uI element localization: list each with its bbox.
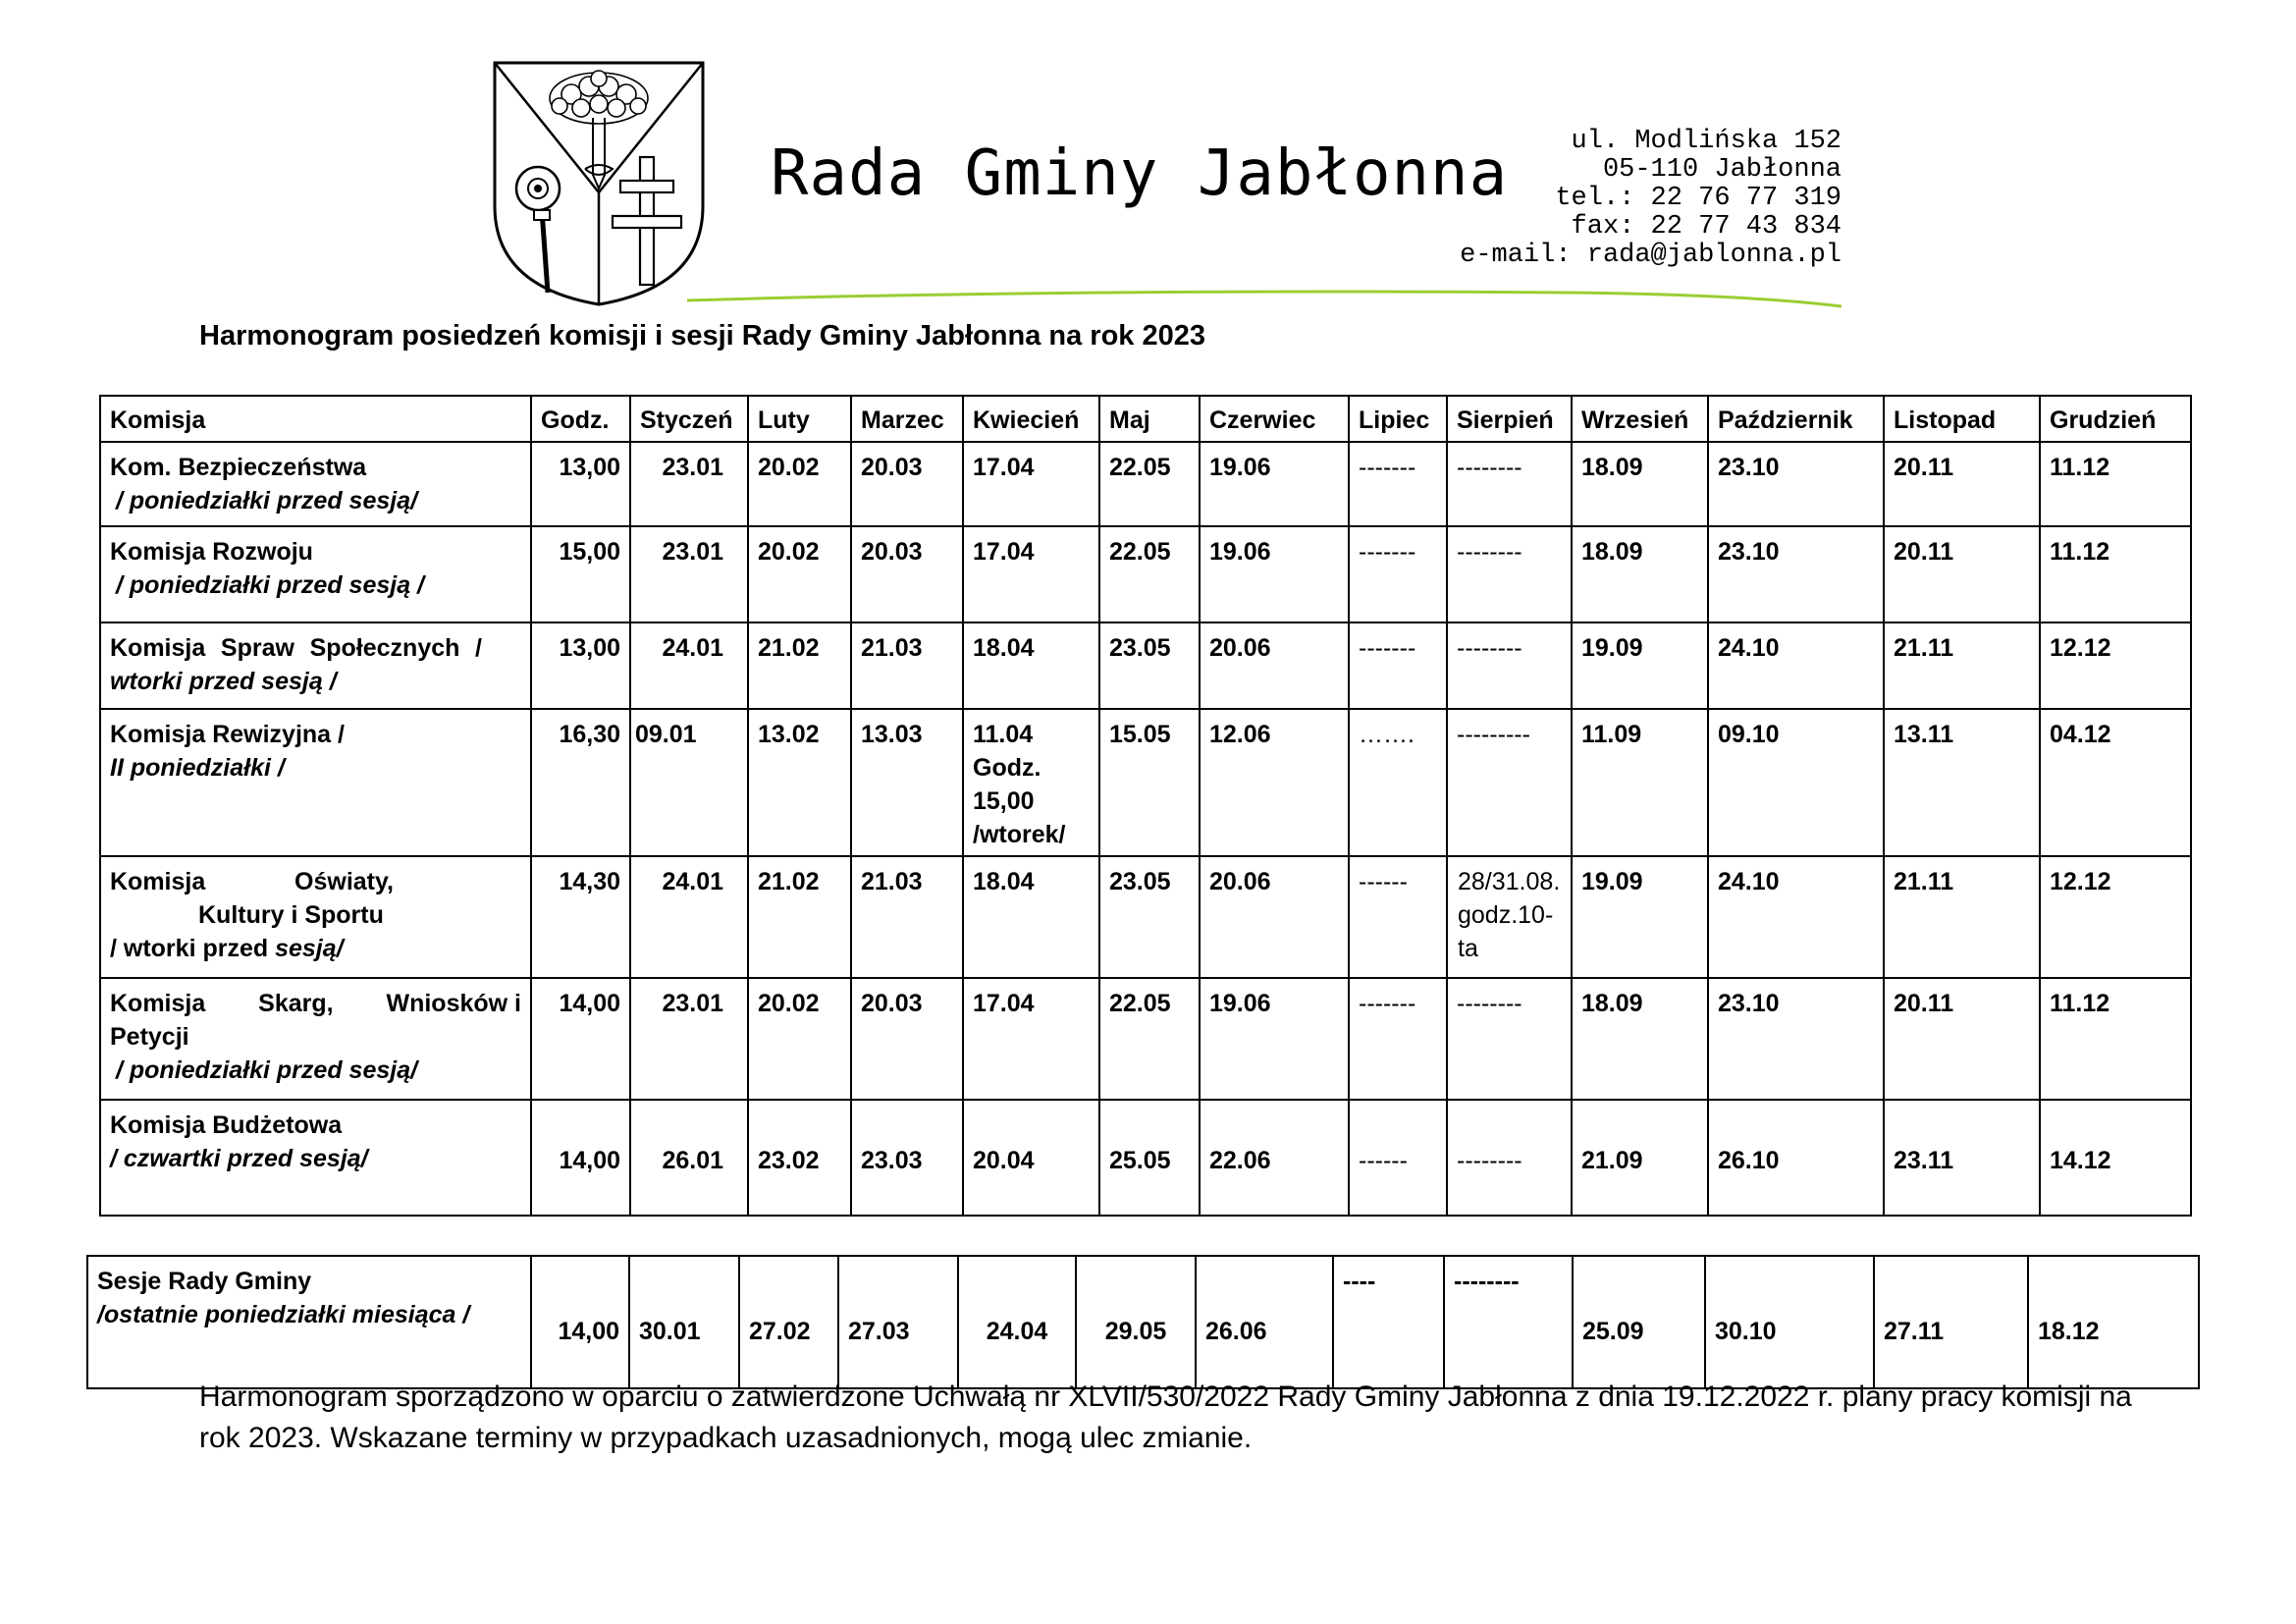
- committee-name-word: /: [475, 634, 482, 662]
- header-cell: Czerwiec: [1200, 396, 1349, 442]
- committee-subtitle: / poniedziałki przed sesją/: [116, 1056, 418, 1084]
- date-cell: -------: [1349, 442, 1447, 526]
- committee-name: Kom. Bezpieczeństwa: [110, 454, 367, 481]
- date-cell: --------: [1447, 978, 1572, 1100]
- date-cell: 23.10: [1708, 526, 1884, 623]
- contact-address: [1460, 128, 1842, 270]
- address-email[interactable]: e-mail: rada@jablonna.pl: [1460, 241, 1842, 270]
- date-cell: 20.06: [1200, 856, 1349, 978]
- date-cell: 18.09: [1572, 526, 1708, 623]
- address-postal: 05-110 Jabłonna: [1602, 155, 1842, 185]
- date-cell: 21.03: [851, 623, 963, 709]
- committee-name: Komisja Rewizyjna /: [110, 721, 345, 748]
- date-cell: 24.04: [958, 1256, 1076, 1388]
- date-cell: --------: [1444, 1256, 1573, 1388]
- hour-cell: 14,00: [531, 1256, 629, 1388]
- hour-cell: 14,00: [531, 978, 630, 1100]
- date-cell: 28/31.08. godz.10-ta: [1447, 856, 1572, 978]
- table-row: [100, 526, 2191, 623]
- committee-name-cell: [100, 1100, 531, 1216]
- header-cell: Październik: [1708, 396, 1884, 442]
- date-cell: 27.03: [838, 1256, 958, 1388]
- header-cell: Styczeń: [630, 396, 748, 442]
- date-cell: --------: [1447, 1100, 1572, 1216]
- date-cell: 23.02: [748, 1100, 851, 1216]
- date-cell: …….: [1349, 709, 1447, 856]
- date-cell: -------: [1349, 623, 1447, 709]
- committee-name-word: Społecznych: [309, 634, 460, 662]
- date-cell: 20.02: [748, 526, 851, 623]
- date-cell: 21.02: [748, 623, 851, 709]
- date-cell: [963, 709, 1099, 856]
- date-cell: 11.12: [2040, 526, 2191, 623]
- date-cell: 17.04: [963, 526, 1099, 623]
- hour-cell: 13,00: [531, 623, 630, 709]
- date-cell: 12.12: [2040, 623, 2191, 709]
- header-cell: Godz.: [531, 396, 630, 442]
- date-cell: 24.10: [1708, 623, 1884, 709]
- session-name-cell: [87, 1256, 531, 1388]
- header-cell: Komisja: [100, 396, 531, 442]
- committee-name-continued: Kultury i Sportu: [198, 901, 384, 929]
- date-cell: 23.01: [630, 442, 748, 526]
- table-row: [100, 978, 2191, 1100]
- date-cell: 11.12: [2040, 442, 2191, 526]
- date-cell: 24.10: [1708, 856, 1884, 978]
- date-cell: 20.03: [851, 442, 963, 526]
- date-cell: 13.11: [1884, 709, 2040, 856]
- table-header-row: [100, 396, 2191, 442]
- date-cell: 19.06: [1200, 442, 1349, 526]
- hour-cell: 13,00: [531, 442, 630, 526]
- committee-name-word: Komisja: [110, 868, 206, 895]
- header-cell: Lipiec: [1349, 396, 1447, 442]
- header-cell: Listopad: [1884, 396, 2040, 442]
- date-cell: 17.04: [963, 442, 1099, 526]
- date-cell: 18.04: [963, 623, 1099, 709]
- date-cell: 23.01: [630, 978, 748, 1100]
- date-cell: 09.10: [1708, 709, 1884, 856]
- date-cell: 21.11: [1884, 623, 2040, 709]
- date-cell: 04.12: [2040, 709, 2191, 856]
- date-cell: ------: [1349, 856, 1447, 978]
- address-street: ul. Modlińska 152: [1571, 127, 1842, 156]
- date-cell: 26.10: [1708, 1100, 1884, 1216]
- date-cell: 21.02: [748, 856, 851, 978]
- date-cell: 23.10: [1708, 978, 1884, 1100]
- committee-subtitle: / czwartki przed sesją/: [110, 1145, 368, 1172]
- subtitle-text: / wtorki przed: [110, 935, 276, 962]
- header-cell: Wrzesień: [1572, 396, 1708, 442]
- organization-name: Rada Gminy Jabłonna: [771, 137, 1509, 210]
- date-cell: 23.03: [851, 1100, 963, 1216]
- header-cell: Marzec: [851, 396, 963, 442]
- committee-subtitle: wtorki przed sesją /: [110, 668, 337, 695]
- address-phone: tel.: 22 76 77 319: [1555, 184, 1842, 213]
- committee-name-cell: [100, 526, 531, 623]
- date-cell: 23.11: [1884, 1100, 2040, 1216]
- date-cell: 19.09: [1572, 856, 1708, 978]
- date-cell: 24.01: [630, 856, 748, 978]
- date-cell: 25.05: [1099, 1100, 1200, 1216]
- committee-name-word: Oświaty,: [294, 868, 394, 895]
- hour-cell: 14,00: [531, 1100, 630, 1216]
- date-cell: 12.06: [1200, 709, 1349, 856]
- date-cell: 27.02: [739, 1256, 838, 1388]
- date-cell: 20.02: [748, 442, 851, 526]
- committee-subtitle: [110, 932, 521, 965]
- date-cell: 13.03: [851, 709, 963, 856]
- date-cell: 11.12: [2040, 978, 2191, 1100]
- table-row: [100, 1100, 2191, 1216]
- hour-cell: 15,00: [531, 526, 630, 623]
- date-cell: -------: [1349, 978, 1447, 1100]
- date-cell: 12.12: [2040, 856, 2191, 978]
- committee-schedule-table: [99, 395, 2192, 1217]
- date-cell: 27.11: [1874, 1256, 2028, 1388]
- date-cell: ------: [1349, 1100, 1447, 1216]
- coat-of-arms-logo: [491, 59, 707, 308]
- date-cell: 24.01: [630, 623, 748, 709]
- date-cell: 18.09: [1572, 978, 1708, 1100]
- committee-subtitle: / poniedziałki przed sesją/: [116, 487, 418, 514]
- date-cell: 23.01: [630, 526, 748, 623]
- committee-name-cell: [100, 709, 531, 856]
- date-note: /wtorek/: [973, 821, 1066, 848]
- committee-name: Komisja Rozwoju: [110, 538, 313, 566]
- date-cell: 21.11: [1884, 856, 2040, 978]
- council-sessions-table: [86, 1255, 2200, 1389]
- committee-subtitle: / poniedziałki przed sesją /: [116, 571, 424, 599]
- committee-name-cell: [100, 442, 531, 526]
- date-cell: 19.09: [1572, 623, 1708, 709]
- date-cell: 23.10: [1708, 442, 1884, 526]
- date-cell: 20.11: [1884, 442, 2040, 526]
- date-cell: 23.05: [1099, 856, 1200, 978]
- date-cell: ----: [1333, 1256, 1444, 1388]
- footnote: Harmonogram sporządzono w oparciu o zatwierdzone Uchwałą nr XLVII/530/2022 Rady Gminy Jabłonna z dnia 19.12.2022 r. plany pracy komisji na rok 2023. Wskazane terminy w przypadkach uzasadnionych, mogą ulec zmianie.: [199, 1380, 2132, 1454]
- date-cell: 25.09: [1573, 1256, 1705, 1388]
- date-cell: 20.06: [1200, 623, 1349, 709]
- committee-name-cell: [100, 978, 531, 1100]
- session-name: Sesje Rady Gminy: [97, 1268, 312, 1295]
- date-cell: -------: [1349, 526, 1447, 623]
- committee-name: [110, 987, 521, 1020]
- date-cell: 22.05: [1099, 978, 1200, 1100]
- committee-name: [110, 631, 521, 665]
- date-cell: 19.06: [1200, 978, 1349, 1100]
- date-cell: 22.05: [1099, 442, 1200, 526]
- date-cell: 30.01: [629, 1256, 739, 1388]
- date-cell: 20.11: [1884, 526, 2040, 623]
- committee-name-cell: [100, 856, 531, 978]
- date-cell: 18.09: [1572, 442, 1708, 526]
- date-cell: 26.01: [630, 1100, 748, 1216]
- committee-name-word: Komisja: [110, 634, 206, 662]
- committee-name-word: Komisja: [110, 990, 206, 1017]
- header-cell: Maj: [1099, 396, 1200, 442]
- date-cell: 14.12: [2040, 1100, 2191, 1216]
- address-fax: fax: 22 77 43 834: [1571, 212, 1842, 242]
- date-cell: 18.04: [963, 856, 1099, 978]
- date-cell: 20.02: [748, 978, 851, 1100]
- date-cell: --------: [1447, 442, 1572, 526]
- date-cell: 13.02: [748, 709, 851, 856]
- decorative-green-line: [685, 287, 1843, 316]
- committee-name-word: Skarg,: [258, 990, 334, 1017]
- committee-name-word: Wniosków i: [386, 990, 521, 1017]
- date-cell: --------: [1447, 526, 1572, 623]
- table-row: [100, 623, 2191, 709]
- date-cell: 20.11: [1884, 978, 2040, 1100]
- date-cell: 21.09: [1572, 1100, 1708, 1216]
- committee-name-word: Spraw: [220, 634, 294, 662]
- committee-name: [110, 865, 521, 898]
- date-cell: 18.12: [2028, 1256, 2199, 1388]
- date-cell: 17.04: [963, 978, 1099, 1100]
- header-cell: Sierpień: [1447, 396, 1572, 442]
- table-row: [100, 442, 2191, 526]
- subtitle-text-italic: sesją/: [275, 935, 344, 962]
- table-row: [100, 856, 2191, 978]
- date-value: 11.04: [973, 721, 1034, 748]
- date-cell: 22.06: [1200, 1100, 1349, 1216]
- date-cell: 29.05: [1076, 1256, 1196, 1388]
- session-subtitle: /ostatnie poniedziałki miesiąca /: [97, 1301, 470, 1328]
- date-cell: 20.03: [851, 978, 963, 1100]
- hour-cell: 16,30: [531, 709, 630, 856]
- date-cell: 20.04: [963, 1100, 1099, 1216]
- document-title: Harmonogram posiedzeń komisji i sesji Rady Gminy Jabłonna na rok 2023: [199, 320, 1205, 352]
- date-cell: 30.10: [1705, 1256, 1874, 1388]
- committee-subtitle: II poniedziałki /: [110, 754, 285, 782]
- hour-cell: 14,30: [531, 856, 630, 978]
- date-note: Godz.: [973, 754, 1041, 782]
- table-row: [100, 709, 2191, 856]
- header-cell: Luty: [748, 396, 851, 442]
- date-cell: 11.09: [1572, 709, 1708, 856]
- header-cell: Grudzień: [2040, 396, 2191, 442]
- committee-name: Komisja Budżetowa: [110, 1111, 343, 1139]
- date-cell: 09.01: [630, 709, 748, 856]
- committee-name-continued: Petycji: [110, 1023, 189, 1051]
- date-cell: 22.05: [1099, 526, 1200, 623]
- header-cell: Kwiecień: [963, 396, 1099, 442]
- date-cell: 15.05: [1099, 709, 1200, 856]
- date-cell: 20.03: [851, 526, 963, 623]
- date-cell: 21.03: [851, 856, 963, 978]
- date-cell: 19.06: [1200, 526, 1349, 623]
- date-cell: --------: [1447, 623, 1572, 709]
- date-cell: ---------: [1447, 709, 1572, 856]
- committee-name-cell: [100, 623, 531, 709]
- date-cell: 26.06: [1196, 1256, 1333, 1388]
- table-row: [87, 1256, 2199, 1388]
- date-note: 15,00: [973, 787, 1035, 815]
- date-cell: 23.05: [1099, 623, 1200, 709]
